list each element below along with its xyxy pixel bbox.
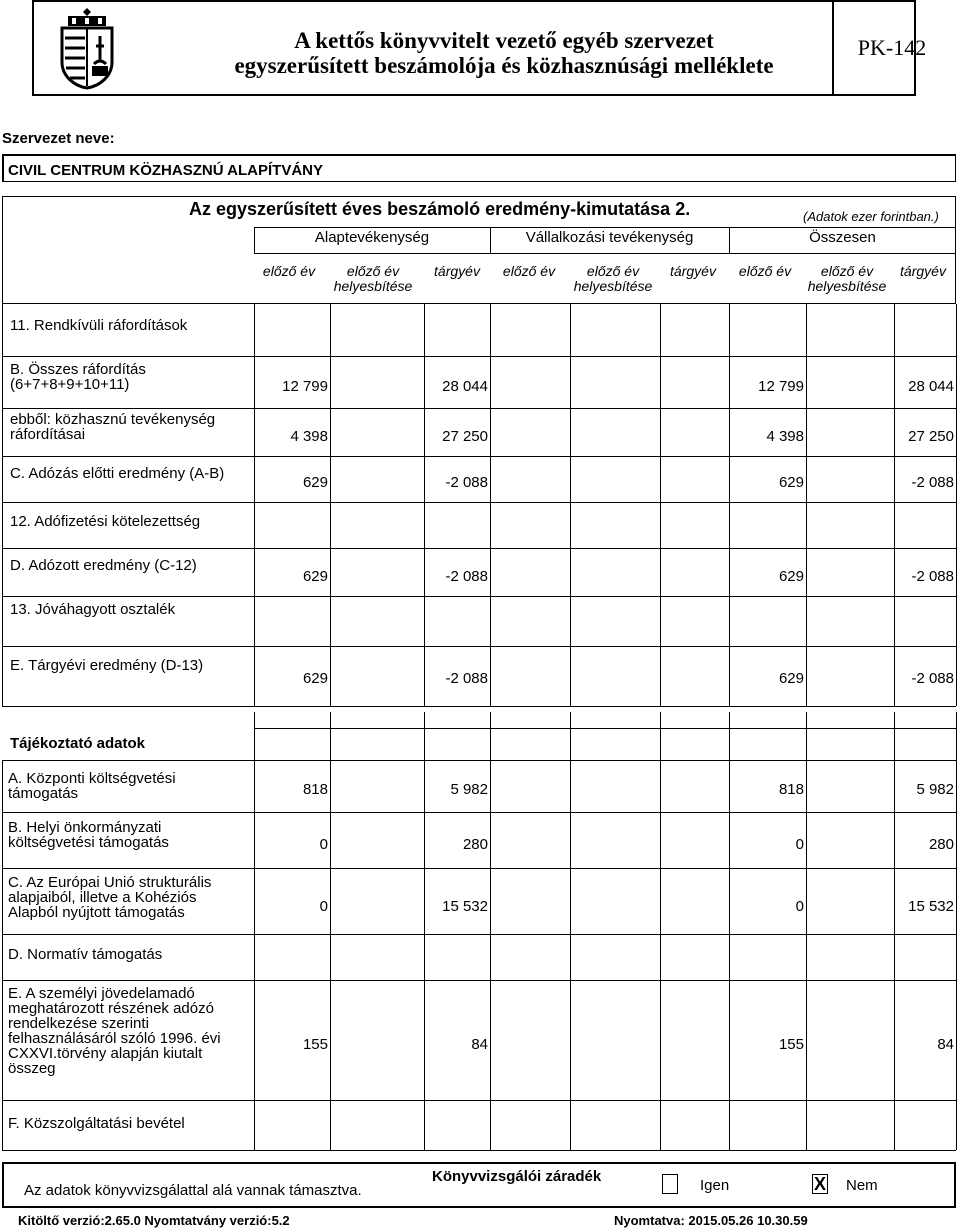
cell-base-prev[interactable]: 818 <box>302 781 328 798</box>
org-name-value: CIVIL CENTRUM KÖZHASZNÚ ALAPÍTVÁNY <box>8 162 323 179</box>
subcol-base-prev: előző év <box>262 263 316 279</box>
group-header-base: Alaptevékenység <box>314 229 430 246</box>
subcol-tot-curr: tárgyév <box>900 263 946 279</box>
cell-tot-curr[interactable]: 28 044 <box>908 378 954 395</box>
cell-base-prev[interactable]: 629 <box>302 568 328 585</box>
cell-tot-prev[interactable]: 4 398 <box>766 428 804 445</box>
cell-base-curr[interactable]: -2 088 <box>445 568 488 585</box>
cell-base-curr[interactable]: 28 044 <box>442 378 488 395</box>
audit-statement: Az adatok könyvvizsgálattal alá vannak támasztva. <box>24 1182 362 1199</box>
audit-yes-label: Igen <box>700 1177 730 1194</box>
subcol-tot-prev: előző év <box>738 263 792 279</box>
cell-base-curr[interactable]: -2 088 <box>445 474 488 491</box>
info-row-label: E. A személyi jövedelamadó meghatározott részének adózó rendelkezése szerinti felhasználásáról szóló 1996. évi CXXVI.törvény alapján kiutalt összeg <box>8 985 221 1077</box>
audit-no-mark: X <box>813 1174 826 1194</box>
group-header-total: Összesen <box>809 229 876 246</box>
audit-clause <box>2 1162 956 1208</box>
cell-base-curr[interactable]: 84 <box>471 1036 488 1053</box>
cell-base-curr[interactable]: -2 088 <box>445 670 488 687</box>
footer-printed: Nyomtatva: 2015.05.26 10.30.59 <box>614 1213 808 1228</box>
cell-tot-prev[interactable]: 0 <box>795 836 804 853</box>
cell-base-prev[interactable]: 0 <box>319 836 328 853</box>
row-label: 12. Adófizetési kötelezettség <box>10 513 201 530</box>
subcol-tot-corr: előző év helyesbítése <box>807 263 887 294</box>
group-header-business: Vállalkozási tevékenység <box>525 229 694 246</box>
footer-version: Kitöltő verzió:2.65.0 Nyomtatvány verzió:5.2 <box>18 1213 290 1228</box>
cell-base-prev[interactable]: 155 <box>302 1036 328 1053</box>
unit-note: (Adatok ezer forintban.) <box>803 209 939 224</box>
cell-tot-prev[interactable]: 629 <box>778 474 804 491</box>
subcol-bus-corr: előző év helyesbítése <box>573 263 653 294</box>
report-title: Az egyszerűsített éves beszámoló eredmény-kimutatása 2. <box>189 199 691 219</box>
cell-tot-prev[interactable]: 629 <box>778 670 804 687</box>
subcol-bus-prev: előző év <box>502 263 556 279</box>
cell-base-curr[interactable]: 5 982 <box>450 781 488 798</box>
cell-base-prev[interactable]: 629 <box>302 474 328 491</box>
row-label: C. Adózás előtti eredmény (A-B) <box>10 465 225 482</box>
coat-of-arms-icon <box>56 6 118 90</box>
audit-yes-checkbox[interactable] <box>662 1174 678 1194</box>
cell-base-curr[interactable]: 27 250 <box>442 428 488 445</box>
cell-tot-curr[interactable]: -2 088 <box>911 474 954 491</box>
info-row-label: F. Közszolgáltatási bevétel <box>8 1115 185 1132</box>
info-row-label: D. Normatív támogatás <box>8 946 163 963</box>
form-title: A kettős könyvvitelt vezető egyéb szervezet egyszerűsített beszámolója és közhasznúsági melléklete <box>234 28 774 78</box>
cell-tot-prev[interactable]: 0 <box>795 898 804 915</box>
info-row-label: B. Helyi önkormányzati költségvetési támogatás <box>8 819 169 851</box>
cell-tot-curr[interactable]: 27 250 <box>908 428 954 445</box>
cell-base-prev[interactable]: 4 398 <box>290 428 328 445</box>
cell-tot-curr[interactable]: -2 088 <box>911 568 954 585</box>
subcol-base-curr: tárgyév <box>434 263 480 279</box>
subcol-base-corr: előző év helyesbítése <box>333 263 413 294</box>
cell-tot-prev[interactable]: 818 <box>778 781 804 798</box>
cell-base-prev[interactable]: 0 <box>319 898 328 915</box>
cell-base-prev[interactable]: 629 <box>302 670 328 687</box>
row-label: 11. Rendkívüli ráfordítások <box>10 317 188 334</box>
form-code: PK-142 <box>832 2 950 94</box>
org-name-label: Szervezet neve: <box>2 130 115 147</box>
cell-tot-prev[interactable]: 629 <box>778 568 804 585</box>
cell-tot-curr[interactable]: -2 088 <box>911 670 954 687</box>
info-heading: Tájékoztató adatok <box>10 735 146 752</box>
cell-base-prev[interactable]: 12 799 <box>282 378 328 395</box>
subcol-bus-curr: tárgyév <box>670 263 716 279</box>
cell-tot-prev[interactable]: 12 799 <box>758 378 804 395</box>
cell-tot-curr[interactable]: 280 <box>928 836 954 853</box>
row-label: 13. Jóváhagyott osztalék <box>10 601 176 618</box>
row-label: D. Adózott eredmény (C-12) <box>10 557 197 574</box>
cell-tot-curr[interactable]: 15 532 <box>908 898 954 915</box>
cell-base-curr[interactable]: 15 532 <box>442 898 488 915</box>
info-row-label: A. Központi költségvetési támogatás <box>8 770 176 802</box>
row-label: B. Összes ráfordítás (6+7+8+9+10+11) <box>10 361 146 393</box>
cell-tot-prev[interactable]: 155 <box>778 1036 804 1053</box>
row-label: ebből: közhasznú tevékenység ráfordításai <box>10 411 216 443</box>
info-row-label: C. Az Európai Unió strukturális alapjaiból, illetve a Kohéziós Alapból nyújtott támogatás <box>8 874 212 921</box>
cell-base-curr[interactable]: 280 <box>462 836 488 853</box>
org-name-field[interactable] <box>2 154 956 182</box>
audit-title: Könyvvizsgálói záradék <box>432 1168 602 1185</box>
form-header <box>32 0 927 96</box>
audit-no-checkbox[interactable] <box>812 1174 828 1194</box>
row-label: E. Tárgyévi eredmény (D-13) <box>10 657 204 674</box>
cell-tot-curr[interactable]: 5 982 <box>916 781 954 798</box>
cell-tot-curr[interactable]: 84 <box>937 1036 954 1053</box>
audit-no-label: Nem <box>846 1177 878 1194</box>
